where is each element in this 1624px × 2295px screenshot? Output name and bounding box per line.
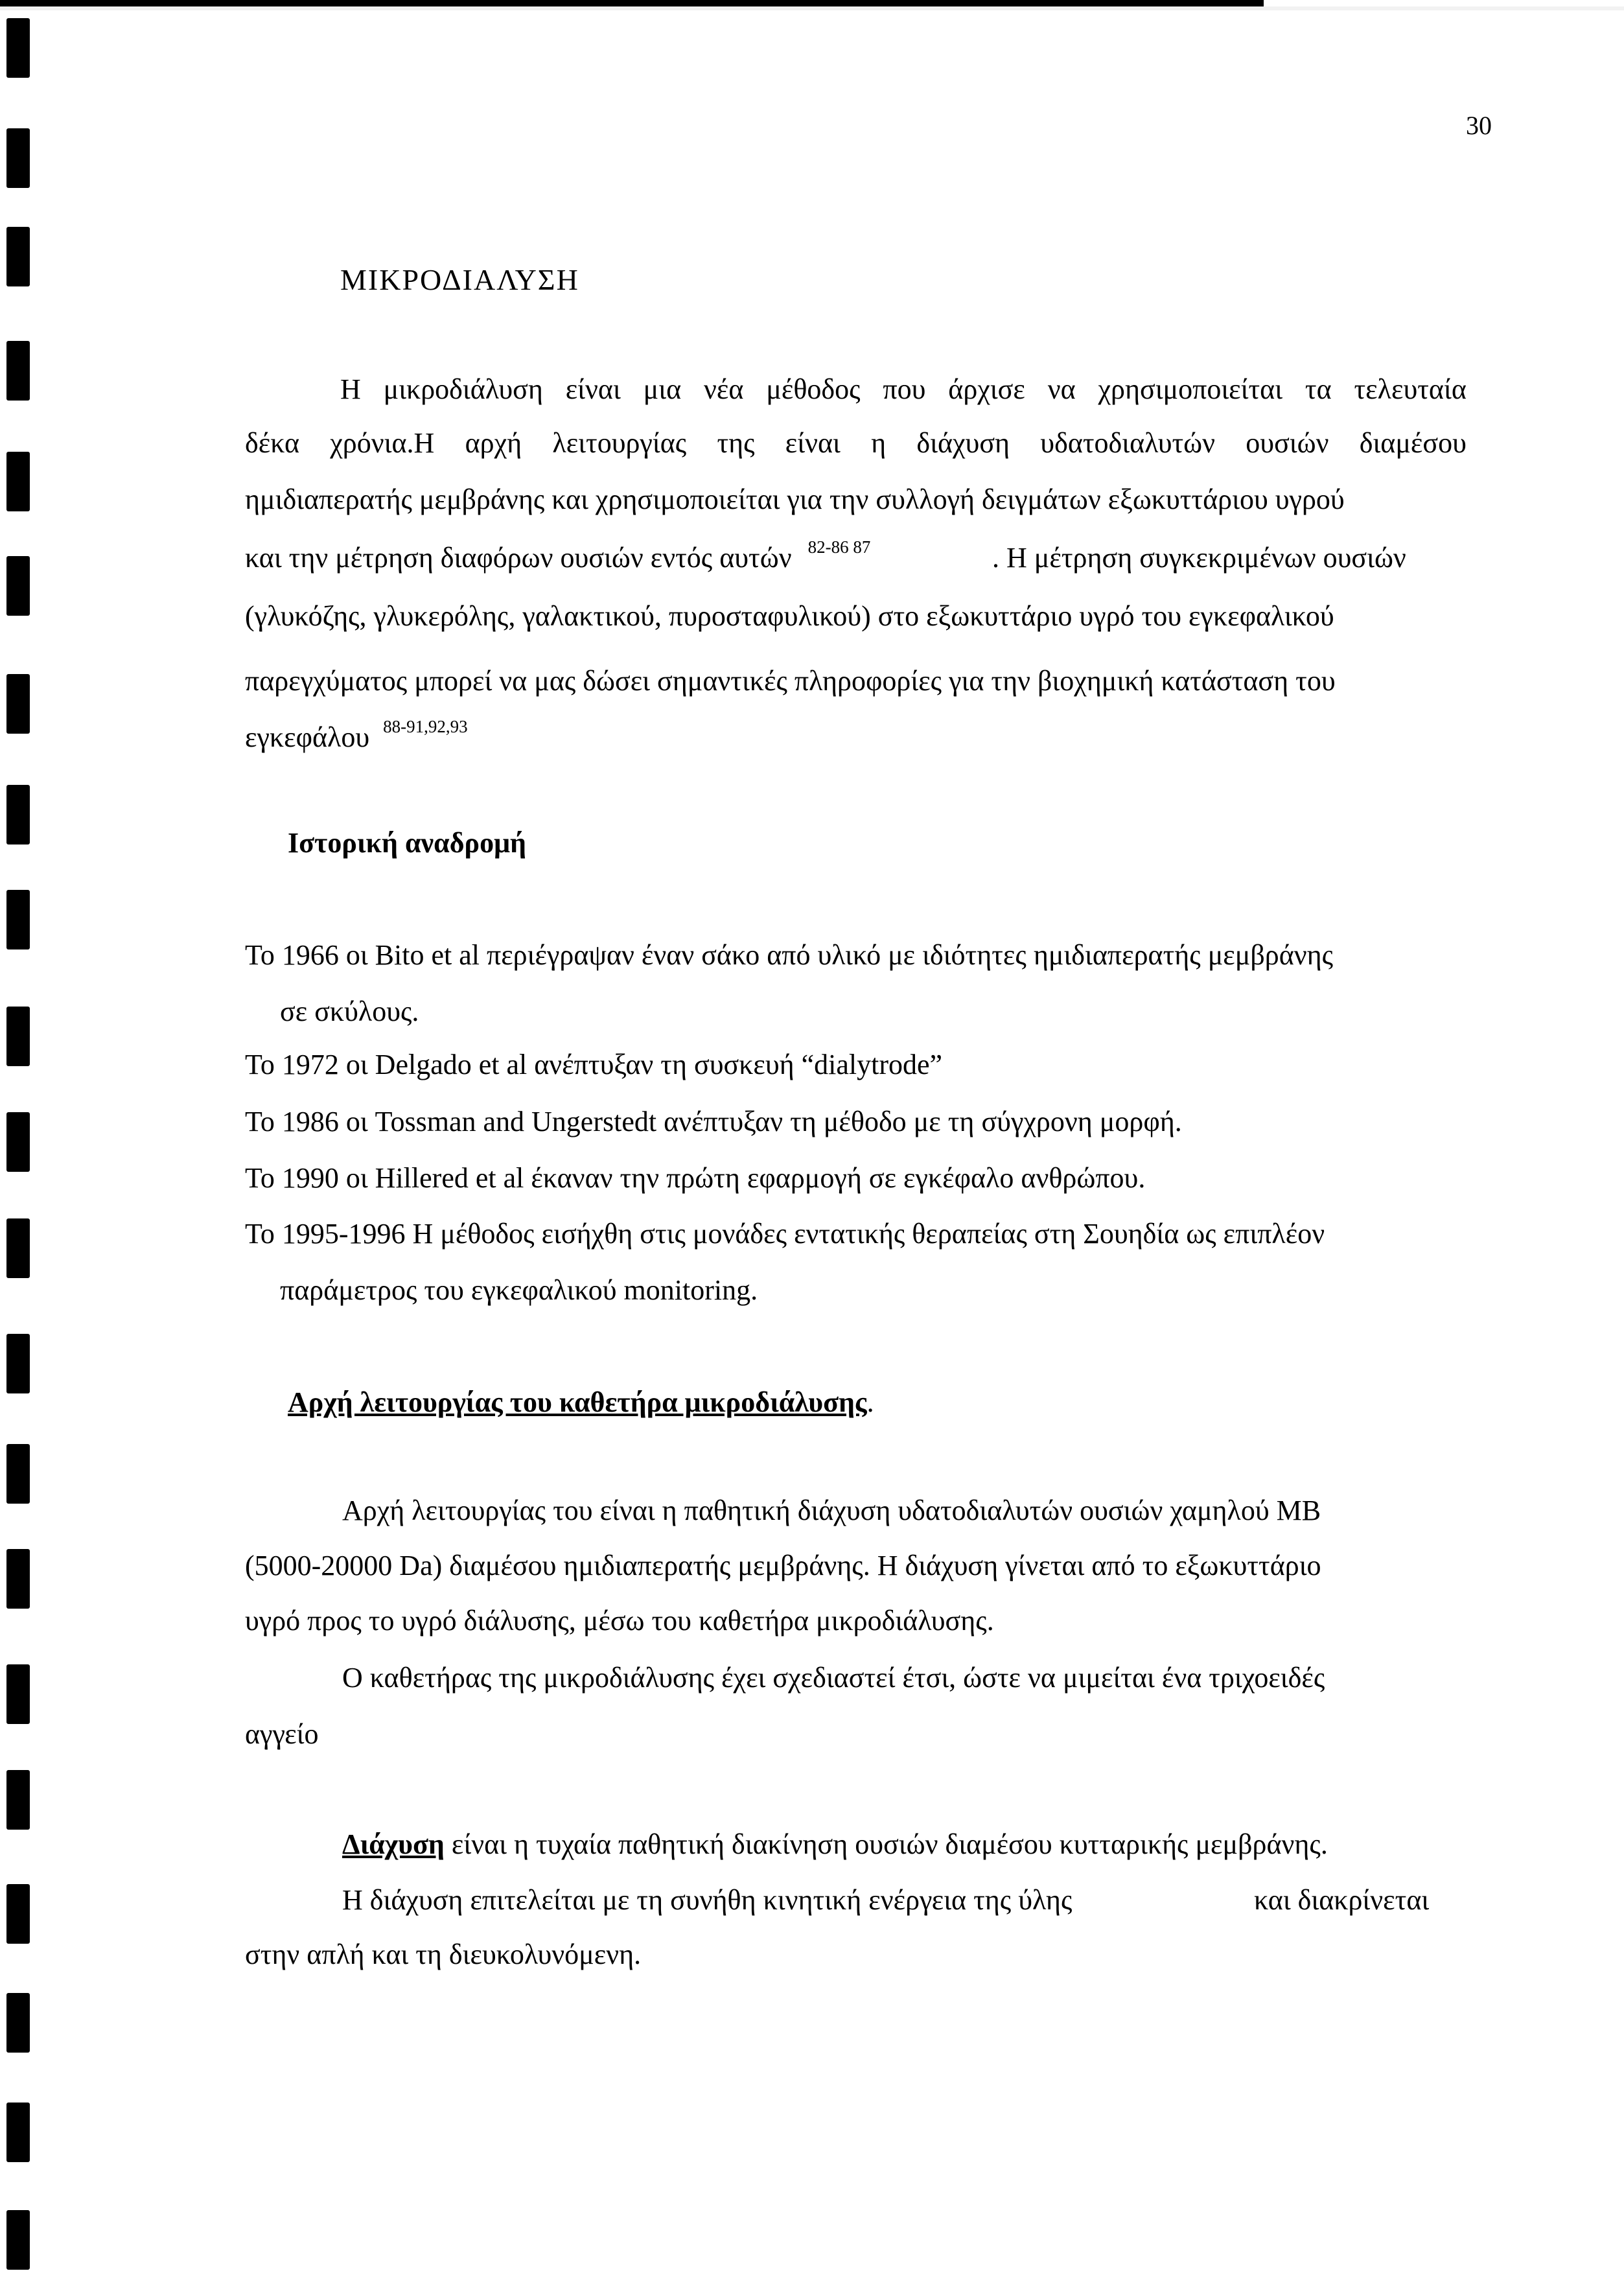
word: είναι [565,373,621,405]
binder-mark [6,1993,30,2053]
history-item-1: Το 1966 οι Bito et al περιέγραψαν έναν σάκο από υλικό με ιδιότητες ημιδιαπερατής μεμβράνης [245,939,1334,971]
principle-title [288,1386,874,1419]
text-run: και την μέτρηση διαφόρων ουσιών εντός αυτών [245,542,792,574]
word: τελευταία [1354,373,1467,405]
word: να [1047,373,1076,405]
word: είναι [785,427,841,459]
binder-mark [6,1884,30,1944]
diffusion-line-2: Η διάχυση επιτελείται με τη συνήθη κινητική ενέργεια της ύλης [342,1884,1073,1916]
binder-mark [6,1444,30,1504]
binder-mark [6,1218,30,1278]
word: της [717,427,755,459]
binder-mark [6,227,30,286]
title-period: . [866,1386,874,1418]
title-text: Αρχή λειτουργίας του καθετήρα μικροδιάλυσης [288,1386,867,1418]
binder-mark [6,452,30,511]
binder-mark [6,785,30,845]
binder-mark [6,1007,30,1066]
intro-line-4-tail: . Η μέτρηση συγκεκριμένων ουσιών [992,542,1406,574]
definition-text: είναι η τυχαία παθητική διακίνηση ουσιών διαμέσου κυτταρικής μεμβράνης. [444,1828,1328,1860]
word: χρησιμοποιείται [1098,373,1283,405]
principle-p1-line-3: υγρό προς το υγρό διάλυσης, μέσω του καθετήρα μικροδιάλυσης. [245,1605,994,1637]
binder-mark [6,18,30,78]
binder-mark [6,556,30,616]
binder-mark [6,341,30,401]
word: νέα [703,373,744,405]
word: διαμέσου [1359,427,1467,459]
binder-mark [6,1664,30,1724]
binder-mark [6,2210,30,2270]
binder-mark [6,1770,30,1830]
diffusion-line-2-tail: και διακρίνεται [1254,1884,1430,1916]
word: μια [643,373,682,405]
intro-line-5: (γλυκόζης, γλυκερόλης, γαλακτικού, πυροσταφυλικού) στο εξωκυττάριο υγρό του εγκεφαλικού [245,600,1334,632]
word: αρχή [465,427,522,459]
binder-mark [6,674,30,734]
principle-p2-line-2: αγγείο [245,1718,319,1750]
section-title: ΜΙΚΡΟΔΙΑΛΥΣΗ [340,263,579,296]
diffusion-definition [342,1828,1328,1861]
history-item-1-cont: σε σκύλους. [280,996,419,1027]
principle-p1-line-2: (5000-20000 Da) διαμέσου ημιδιαπερατής μεμβράνης. Η διάχυση γίνεται από το εξωκυττάριο [245,1550,1321,1581]
top-scan-shadow [0,6,1624,10]
word: λειτουργίας [552,427,687,459]
intro-line-1 [340,373,1467,406]
word: ουσιών [1246,427,1329,459]
binder-mark [6,128,30,188]
word: η [871,427,887,459]
history-item-3: Το 1986 οι Tossman and Ungerstedt ανέπτυξαν τη μέθοδο με τη σύγχρονη μορφή. [245,1106,1182,1137]
history-item-4: Το 1990 οι Hillered et al έκαναν την πρώτη εφαρμογή σε εγκέφαλο ανθρώπου. [245,1162,1146,1194]
word: που [883,373,926,405]
word: Η [340,373,361,405]
diffusion-term: Διάχυση [342,1828,445,1860]
word: υδατοδιαλυτών [1040,427,1216,459]
history-item-2: Το 1972 οι Delgado et al ανέπτυξαν τη συσκευή “dialytrode” [245,1049,943,1080]
word: δέκα [245,427,300,459]
binder-mark [6,1549,30,1609]
principle-p1-line-1: Αρχή λειτουργίας του είναι η παθητική διάχυση υδατοδιαλυτών ουσιών χαμηλού ΜΒ [342,1495,1321,1526]
intro-line-6: παρεγχύματος μπορεί να μας δώσει σημαντικές πληροφορίες για την βιοχημική κατάσταση του [245,665,1336,697]
binder-holes [6,0,45,2295]
intro-line-2 [245,426,1467,460]
history-title: Ιστορική αναδρομή [288,827,527,859]
word: τα [1305,373,1332,405]
binder-mark [6,1112,30,1172]
history-item-5: Το 1995-1996 Η μέθοδος εισήχθη στις μονάδες εντατικής θεραπείας στη Σουηδία ως επιπλέον [245,1218,1325,1250]
top-scan-rule [0,0,1264,6]
page-number: 30 [1466,111,1492,140]
citation-superscript: 82-86 87 [807,537,871,557]
word: μικροδιάλυση [383,373,543,405]
text-run: εγκεφάλου [245,721,370,753]
binder-mark [6,890,30,949]
principle-p2-line-1: Ο καθετήρας της μικροδιάλυσης έχει σχεδιαστεί έτσι, ώστε να μιμείται ένα τριχοειδές [342,1662,1325,1694]
history-item-5-cont: παράμετρος του εγκεφαλικού monitoring. [280,1274,758,1306]
citation-superscript: 88-91,92,93 [383,717,468,736]
binder-mark [6,2103,30,2162]
intro-line-7 [245,717,468,754]
intro-line-3: ημιδιαπερατής μεμβράνης και χρησιμοποιείται για την συλλογή δειγμάτων εξωκυττάριου υγρού [245,483,1345,515]
word: άρχισε [948,373,1025,405]
word: διάχυση [916,427,1010,459]
binder-mark [6,1334,30,1393]
intro-line-4 [245,537,871,574]
word: μέθοδος [766,373,861,405]
diffusion-line-3: στην απλή και τη διευκολυνόμενη. [245,1939,642,1970]
word: χρόνια.Η [330,427,435,459]
